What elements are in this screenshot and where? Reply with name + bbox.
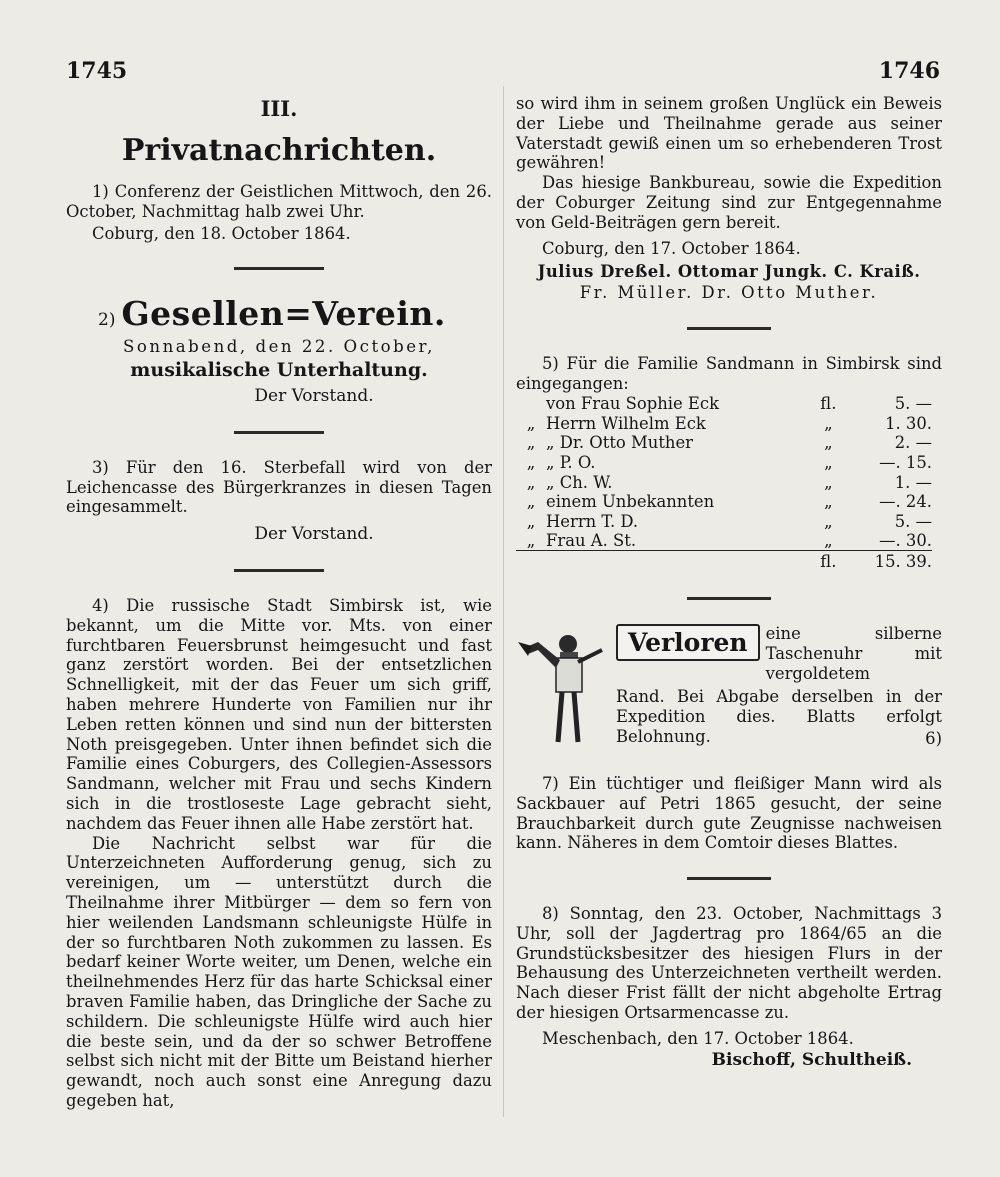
donation-total-currency: fl. — [813, 551, 843, 571]
notice-8-place-date: Meschenbach, den 17. October 1864. — [542, 1028, 854, 1048]
notice-2-heading — [98, 294, 492, 333]
donation-amount: —. 15. — [879, 452, 932, 472]
lost-watch-ad — [516, 624, 942, 754]
donation-currency: „ — [824, 452, 833, 472]
notice-2-number: 2) — [98, 310, 116, 331]
donation-total-row — [516, 551, 932, 571]
donation-donor: „ P. O. — [546, 452, 596, 472]
notice-3-signature: Der Vorstand. — [254, 524, 374, 545]
donation-amount: 5. — — [894, 511, 932, 531]
donation-amount: —. 30. — [879, 531, 932, 551]
town-crier-icon — [516, 624, 616, 754]
notice-4-para-3: so wird ihm in seinem großen Unglück ein Beweis der Liebe und Theilnahme gerade aus seiner Vaterstadt gewiß einen um so erhebenderen Trost gewähren! — [516, 94, 942, 173]
donation-donor: einem Unbekannten — [546, 492, 715, 512]
donation-donor: „ Ch. W. — [546, 472, 613, 492]
notice-2-title: Gesellen=Verein. — [121, 294, 446, 334]
donation-donor: „ Dr. Otto Muther — [546, 433, 694, 453]
notice-7-text: 7) Ein tüchtiger und fleißiger Mann wird als Sackbauer auf Petri 1865 gesucht, der seine Brauchbarkeit durch gute Zeugnisse nachweisen kann. Näheres in dem Comtoir dieses Blattes. — [516, 773, 942, 853]
donation-row — [516, 511, 932, 531]
donation-donor: Herrn T. D. — [546, 511, 639, 531]
notice-1-text: 1) Conferenz der Geistlichen Mittwoch, den 26. October, Nachmittag halb zwei Uhr. — [66, 182, 492, 221]
donation-currency: „ — [824, 413, 833, 433]
notice-6-text-rest: Rand. Bei Abgabe derselben in der Expedition dies. Blatts erfolgt Belohnung. — [616, 687, 942, 746]
verloren-banner: Verloren — [616, 624, 760, 661]
notice-8-text: 8) Sonntag, den 23. October, Nachmittags 3 Uhr, soll der Jagdertrag pro 1864/65 an die Grundstücksbesitzer des hiesigen Flurs in der Behausung des Unterzeichneten vertheilt werden. Nach dieser Frist fällt der nicht abgeholte Ertrag der hiesigen Ortsarmencasse zu. — [516, 904, 942, 1023]
donation-amount: 1. 30. — [885, 413, 932, 433]
donation-row — [516, 413, 932, 433]
separator — [687, 327, 771, 330]
notice-4-signers-2: Fr. Müller. Dr. Otto Muther. — [579, 283, 879, 303]
donation-currency: „ — [824, 472, 833, 492]
notice-6-number: 6) — [925, 728, 942, 748]
notice-2-date: Sonnabend, den 22. October, — [123, 337, 435, 357]
donation-quote-mark: „ — [526, 492, 536, 512]
section-title: Privatnachrichten. — [121, 133, 437, 168]
donation-donor: Frau A. St. — [546, 531, 637, 551]
donation-total: 15. 39. — [843, 551, 932, 571]
notice-2-event: musikalische Unterhaltung. — [130, 359, 428, 382]
separator — [687, 597, 771, 600]
page-number-right: 1746 — [878, 58, 940, 84]
notice-1-signature: Coburg, den 18. October 1864. — [92, 223, 351, 243]
notice-8-signature: Bischoff, Schultheiß. — [711, 1049, 912, 1070]
donation-row — [516, 472, 932, 492]
donation-row — [516, 492, 932, 512]
donation-quote-mark: „ — [526, 413, 536, 433]
donation-amount: 2. — — [894, 433, 932, 453]
right-column — [516, 94, 942, 1070]
notice-4-signers-1: Julius Dreßel. Ottomar Jungk. C. Kraiß. — [537, 262, 921, 282]
donation-row — [516, 452, 932, 472]
donation-amount: —. 24. — [879, 492, 932, 512]
donation-quote-mark: „ — [526, 452, 536, 472]
donation-row — [516, 433, 932, 453]
donation-quote-mark — [516, 394, 546, 414]
donation-donor: von Frau Sophie Eck — [546, 394, 720, 414]
notice-4-para-1: 4) Die russische Stadt Simbirsk ist, wie bekannt, um die Mitte vor. Mts. von einer furchtbaren Feuersbrunst heimgesucht und fast ganz zerstört worden. Bei der entsetzlichen Schnelligkeit, mit der das Feuer um sich griff, haben mehrere Hunderte von Familien nur ihr Leben retten können und sind nun der bittersten Noth preisgegeben. Unter ihnen befindet sich die Familie eines Coburgers, des Collegien-Assessors Sandmann, welcher mit Frau und sechs Kindern sich in die trostloseste Lage gebracht sieht, nachdem das Feuer ihnen alle Habe zerstört hat. — [66, 595, 492, 833]
donation-currency: „ — [824, 531, 833, 551]
separator — [234, 267, 324, 270]
donation-quote-mark: „ — [526, 531, 536, 551]
donation-currency: „ — [824, 511, 833, 531]
donation-amount: 5. — — [894, 394, 932, 414]
notice-4-para-4: Das hiesige Bankbureau, sowie die Expedition der Coburger Zeitung sind zur Entgegennahme von Geld-Beiträgen gern bereit. — [516, 173, 942, 232]
donation-quote-mark: „ — [526, 433, 536, 453]
donation-currency: fl. — [820, 394, 837, 414]
separator — [234, 569, 324, 572]
donation-row — [516, 531, 932, 551]
donation-currency: „ — [824, 492, 833, 512]
notice-6-text-first: eine silberne Taschenuhr mit vergoldetem — [765, 623, 942, 683]
column-divider — [503, 86, 504, 1117]
donation-row — [516, 394, 932, 414]
donation-donor: Herrn Wilhelm Eck — [546, 413, 706, 433]
donation-currency: „ — [824, 433, 833, 453]
lost-watch-ad-body — [616, 624, 942, 749]
notice-4-place-date: Coburg, den 17. October 1864. — [542, 238, 801, 258]
left-column — [66, 88, 492, 1111]
donation-table — [516, 394, 932, 571]
notice-2-signature: Der Vorstand. — [254, 385, 374, 406]
donation-quote-mark: „ — [526, 472, 536, 492]
notice-3-text: 3) Für den 16. Sterbefall wird von der Leichencasse des Bürgerkranzes in diesen Tagen eingesammelt. — [66, 457, 492, 517]
separator — [687, 877, 771, 880]
notice-5-intro: 5) Für die Familie Sandmann in Simbirsk sind eingegangen: — [516, 353, 942, 393]
donation-amount: 1. — — [894, 472, 932, 492]
page-number-left: 1745 — [66, 58, 128, 84]
section-number: III. — [260, 96, 298, 121]
separator — [234, 431, 324, 434]
notice-4-para-2: Die Nachricht selbst war für die Unterzeichneten Aufforderung genug, sich zu vereinigen, um — unterstützt durch die Theilnahme ihrer Mitbürger — dem so fern von hier weilenden Landsmann schleunigste Hülfe in der so furchtbaren Noth zukommen zu lassen. Es bedarf keiner Worte weiter, um Denen, welche ein theilnehmendes Herz für das harte Schicksal einer braven Familie haben, das Dringliche der Sache zu schildern. Die schleunigste Hülfe wird auch hier die beste sein, und da der so schwer Betroffene selbst sich nicht mit der Bitte um Beistand hierher gewandt, noch auch sonst eine Anregung dazu gegeben hat, — [66, 833, 492, 1110]
donation-quote-mark: „ — [526, 511, 536, 531]
